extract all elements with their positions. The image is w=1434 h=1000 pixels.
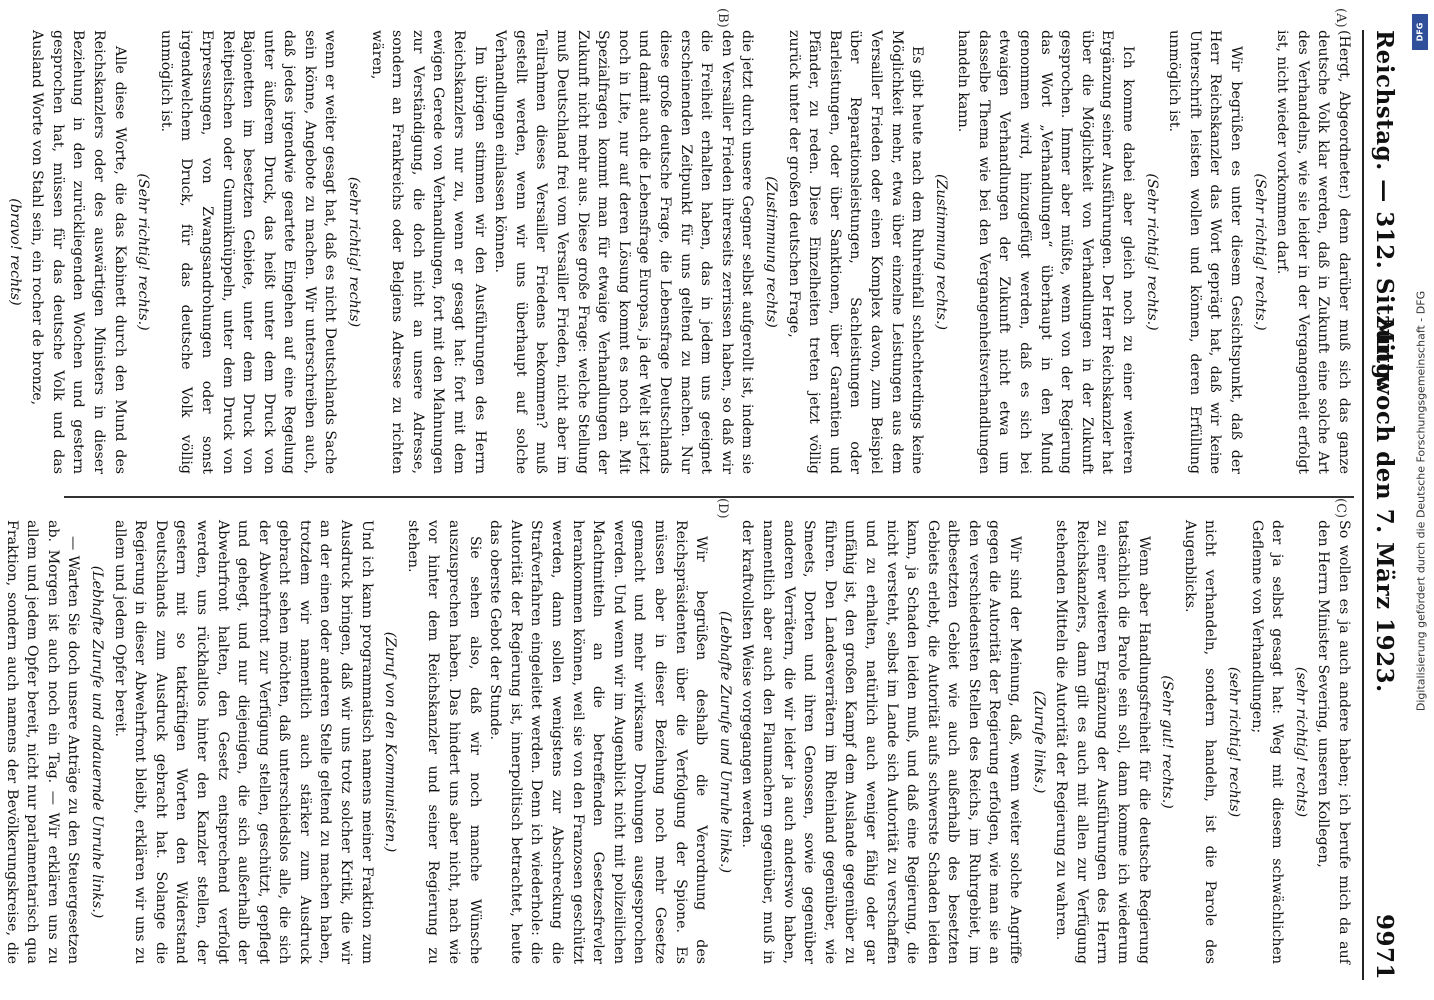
paragraph: wenn er weiter gesagt hat, daß es nicht Deutschlands Sache sein könne, Angebote zu machen. Wir unterschreiben auch, daß jedes irgendwie geartete Eingehen auf eine Regelung unter äußerem Druck, das heißt unter dem Druck von Bajonetten im besetzten Gebiete, unter dem Druck von Reitpeitschen oder Gummiknüppeln, unter dem Druck von Erpressungen, von Zwangsandrohungen oder sonst irgendwelchem Druck, für das deutsche Volk völlig unmöglich ist. <box>157 30 339 474</box>
paragraph: Ich komme dabei aber gleich noch zu einer weiteren Ergänzung seiner Ausführungen. Der Herr Reichskanzler hat über die Möglichkeit von Verhandlungen in der Zukunft gesprochen. Immer aber müßte, wenn von der Regierung das Wort „Verhandlungen“ überhaupt in den Mund genommen wird, hinzugefügt werden, daß es sich bei etwaigen Verhandlungen der Zukunft nicht etwa um dasselbe Thema wie bei den Vergangenheitsverhandlungen handeln kann. <box>955 30 1137 474</box>
interjection: (Zustimmung rechts.) <box>932 173 949 331</box>
paragraph: die jetzt durch unsere Gegner selbst aufgerollt ist, indem sie den Versailler Frieden ihrerseits zerrissen haben, so daß wir die Freiheit erhalten haben, das in jedem uns geeignet erscheinenden Zeitpunkt für uns geltend zu machen. Nur diese große deutsche Frage, die Lebensfrage Deutschlands und damit auch die Lebensfrage Europas, ja der Welt ist jetzt noch in Lite, nur auf deren Lösung kommt es noch an. Mit Spezialfragen kommt man für etwaige Verhandlungen der Zukunft nicht mehr aus. Diese große Frage: welche Stellung muß Deutschland frei vom Versailler Frieden, nicht aber im Teilrahmen dieses Versailler Friedens bekommen? muß gestellt werden, wenn wir uns überhaupt auf solche Verhandlungen einlassen können. <box>492 30 756 474</box>
interjection: (bravo! rechts) <box>6 198 23 306</box>
interjection: (Lebhafte Zurufe und andauernde Unruhe links.) <box>88 565 105 919</box>
paragraph: Wenn aber Handlungsfreiheit für die deutsche Regierung tatsächlich die Parole sein soll, dann komme ich wiederum zu einer weiteren Ergänzung der Ausführungen des Herrn Reichskanzlers, dann gilt es auch mit allen zur Verfügung stehenden Mitteln die Autorität der Regierung zu wahren. <box>1053 520 1152 964</box>
paragraph: Wir begrüßen es unter diesem Gesichtspunkt, daß der Herr Reichskanzler das Wort geprägt hat, daß wir keine Unterschrift leisten wollen und können, deren Erfüllung unmöglich ist. <box>1166 30 1245 474</box>
interjection: (Sehr richtig! rechts.) <box>1251 173 1268 331</box>
running-header <box>1362 30 1404 980</box>
column-divider <box>64 496 1354 498</box>
paragraph: Wir sind der Meinung, daß, wenn weiter solche Angriffe gegen die Autorität der Regierung erfolgen, wie man sie an den verschiedensten Stellen des Reichs, im Ruhrgebiet, im altbesetzten Gebiet wie auch außerhalb des besetzten Gebiets erlebt, die Autorität aufs schwerste Schaden leiden kann, ja Schaden leiden muß, und daß eine Regierung, die nicht versteht, selbst im Lande sich Autorität zu verschaffen und zu erhalten, natürlich auch weniger fähig oder gar unfähig ist, den großen Kampf dem Auslande gegenüber zu führen. Den Landesverrätern im Rheinland gegenüber, wie Smeets, Dorten und ihren Genossen, sowie gegenüber anderen Verrätern, die wir leider ja auch anderswo haben, namentlich aber auch den Flaumachern gegenüber, muß in der kraftvollsten Weise vorgegangen werden. <box>739 520 1024 964</box>
margin-marker-b: (B) <box>715 8 730 28</box>
digitization-note: Digitalisierung gefördert durch die Deutsche Forschungsgemeinschaft - DFG <box>1414 290 1428 711</box>
interjection: (sehr richtig! rechts) <box>1226 666 1243 818</box>
margin-marker-a: (A) <box>1333 8 1348 28</box>
paragraph: Alle diese Worte, die das Kabinett durch den Mund des Reichskanzlers oder des auswärtigen Ministers in dieser Beziehung in den zurückliegenden Wochen und gestern gesprochen hat, müssen für das deutsche Volk und das Ausland Worte von Stahl sein, ein rocher de bronze, <box>29 30 128 474</box>
header-date: Mittwoch den 7. März 1923. <box>1371 317 1398 693</box>
paragraph: Und ich kann programmatisch namens meiner Fraktion zum Ausdruck bringen, daß wir uns trotz solcher Kritik, die wir an der einen oder anderen Stelle geltend zu machen haben, trotzdem wir namentlich auch stärker zum Ausdruck gebracht sehen möchten, daß unterschiedslos alle, die sich der Abwehrfront zur Verfügung stellen, geschützt, gepflegt und gehegt, und nur diejenigen, die sich außerhalb der Abwehrfront halten, den Gesetz entsprechend verfolgt werden, uns rückhaltlos hinter den Kanzler stellen, der gestern mit so tatkräftigen Worten den Widerstand Deutschlands zum Ausdruck gebracht hat. Solange die Regierung in dieser Abwehrfront bleibt, erklären wir uns zu allem und jedem Opfer bereit. <box>111 520 375 964</box>
interjection: (Sehr gut! rechts.) <box>1159 675 1176 809</box>
paragraph: (Hergt, Abgeordneter.) denn darüber muß sich das ganze deutsche Volk klar werden, daß in Zukunft eine solche Art des Verhandelns, wie sie leider in der Vergangenheit erfolgt ist, nicht wieder vorkommen darf. <box>1274 30 1352 474</box>
interjection: (Zustimmung rechts) <box>762 176 779 328</box>
interjection: (Zuruf von den Kommunisten.) <box>382 631 399 853</box>
interjection: (Sehr richtig! rechts.) <box>1143 173 1160 331</box>
text-column-left <box>6 30 1354 474</box>
margin-marker-d: (D) <box>715 498 730 519</box>
paragraph: Im übrigen stimmen wir den Ausführungen des Herrn Reichskanzlers nur zu, wenn er gesagt hat: fort mit dem ewigen Gerede von Verhandlungen, fort mit den Mahnungen zur Verständigung, die doch nicht an unsere Adresse, sondern an Frankreichs oder Belgiens Adresse zu richten wären, <box>368 30 488 474</box>
page-number: 9971 <box>1371 913 1398 980</box>
interjection: (sehr richtig! rechts) <box>1292 666 1309 818</box>
paragraph: So wollen es ja auch andere haben; ich berufe mich da auf den Herrn Minister Severing, unseren Kollegen, <box>1315 520 1352 964</box>
digitization-stamp <box>1410 8 1432 993</box>
interjection: (Sehr richtig! rechts.) <box>135 173 152 331</box>
newspaper-page <box>3 0 1410 1000</box>
header-session: Reichstag. — 312. Sitzung. <box>1371 30 1398 389</box>
paragraph: Sie sehen also, daß wir noch manche Wünsche auszusprechen haben. Das hindert uns aber nicht, nach wie vor hinter dem Reichskanzler und seiner Regierung zu stehen. <box>404 520 483 964</box>
paragraph: — Warten Sie doch unsere Anträge zu den Steuergesetzen ab. Morgen ist auch noch ein Tag. — Wir erklären uns zu allem und jedem Opfer bereit, nicht nur parlamentarisch qua Fraktion, sondern auch namens der Bevölkerungskreise, die <box>3 520 82 964</box>
margin-marker-c: (C) <box>1333 498 1348 519</box>
paragraph: Es gibt heute nach dem Ruhreinfall schlechterdings keine Möglichkeit mehr, etwa über einzelne Leistungen aus dem Versailler Frieden oder einen Komplex davon, zum Beispiel über Reparationsleistungen, Sachleistungen oder Barleistungen, oder über Sanktionen, über Garantien und Pfänder, zu reden. Diese Einzelheiten treten jetzt völlig zurück unter der großen deutschen Frage, <box>785 30 926 474</box>
paragraph: der ja selbst gesagt hat: Weg mit diesem schwächlichen Geflenne von Verhandlungen; <box>1248 520 1286 964</box>
paragraph <box>0 30 1 474</box>
text-column-right <box>3 520 1354 964</box>
paragraph: nicht verhandeln, sondern handeln, ist die Parole des Augenblicks. <box>1181 520 1219 964</box>
interjection: (Zurufe links.) <box>1030 690 1047 794</box>
interjection: (sehr richtig! rechts) <box>346 176 363 328</box>
paragraph: Wir begrüßen deshalb die Verordnung des Reichspräsidenten über die Verfolgung der Spione. Es müssen aber in dieser Beziehung noch mehr Gesetze gemacht und mehr wirksame Drohungen ausgesprochen werden. Und wenn wir im Augenblick nicht mit polizeilichen Machtmitteln an die betreffenden Gesetzesfrevler herankommen können, weil sie von den Franzosen geschützt werden, dann sollen wenigstens zur Abschreckung die Strafverfahren eingeleitet werden. Denn ich wiederhole: die Autorität der Regierung ist, innerpolitisch betrachtet, heute das oberste Gebot der Stunde. <box>487 520 710 964</box>
dfg-logo-icon: DFG <box>1412 14 1428 50</box>
interjection: (Lebhafte Zurufe und Unruhe links.) <box>716 610 733 874</box>
